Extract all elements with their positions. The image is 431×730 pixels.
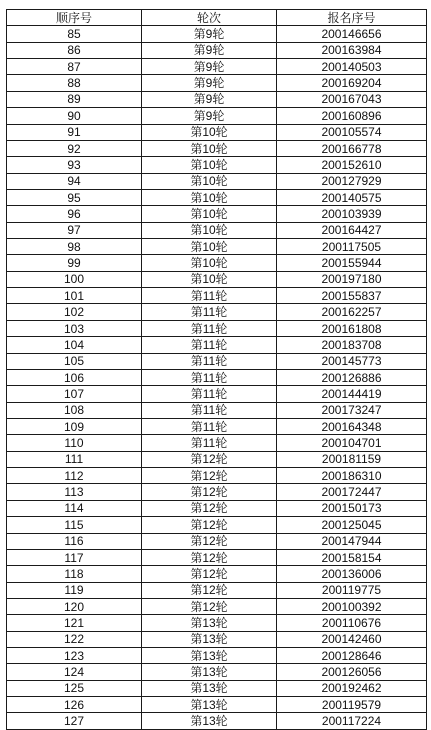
table-row	[7, 566, 427, 582]
registration-number-cell: 200152610	[277, 157, 427, 173]
table-row	[7, 222, 427, 238]
round-cell: 第9轮	[142, 75, 277, 91]
order-number-cell: 123	[7, 648, 142, 664]
column-header-round: 轮次	[142, 10, 277, 26]
table-row	[7, 598, 427, 614]
round-cell: 第10轮	[142, 239, 277, 255]
order-number-cell: 112	[7, 468, 142, 484]
registration-number-cell: 200173247	[277, 402, 427, 418]
table-row	[7, 664, 427, 680]
order-number-cell: 114	[7, 500, 142, 516]
round-cell: 第10轮	[142, 157, 277, 173]
column-header-order-number: 顺序号	[7, 10, 142, 26]
table-row	[7, 648, 427, 664]
table-row	[7, 157, 427, 173]
order-number-cell: 118	[7, 566, 142, 582]
registration-number-cell: 200167043	[277, 91, 427, 107]
registration-number-cell: 200105574	[277, 124, 427, 140]
table-row	[7, 435, 427, 451]
table-row	[7, 582, 427, 598]
order-number-cell: 127	[7, 713, 142, 729]
order-number-cell: 106	[7, 369, 142, 385]
order-number-cell: 120	[7, 598, 142, 614]
order-number-cell: 109	[7, 418, 142, 434]
registration-number-cell: 200197180	[277, 271, 427, 287]
order-number-cell: 105	[7, 353, 142, 369]
order-number-cell: 107	[7, 386, 142, 402]
registration-number-cell: 200126886	[277, 369, 427, 385]
registration-number-cell: 200164348	[277, 418, 427, 434]
round-cell: 第10轮	[142, 255, 277, 271]
registration-number-cell: 200103939	[277, 206, 427, 222]
round-cell: 第12轮	[142, 566, 277, 582]
round-cell: 第13轮	[142, 631, 277, 647]
round-cell: 第12轮	[142, 500, 277, 516]
registration-number-cell: 200164427	[277, 222, 427, 238]
order-number-cell: 93	[7, 157, 142, 173]
registration-number-cell: 200110676	[277, 615, 427, 631]
column-header-registration-number: 报名序号	[277, 10, 427, 26]
order-number-cell: 115	[7, 517, 142, 533]
round-cell: 第11轮	[142, 386, 277, 402]
round-cell: 第12轮	[142, 484, 277, 500]
table-row	[7, 631, 427, 647]
round-cell: 第10轮	[142, 173, 277, 189]
registration-number-cell: 200142460	[277, 631, 427, 647]
round-cell: 第9轮	[142, 26, 277, 42]
table-row	[7, 549, 427, 565]
order-number-cell: 91	[7, 124, 142, 140]
order-number-cell: 110	[7, 435, 142, 451]
registration-number-cell: 200155837	[277, 288, 427, 304]
registration-number-cell: 200169204	[277, 75, 427, 91]
registration-number-cell: 200125045	[277, 517, 427, 533]
registration-number-cell: 200136006	[277, 566, 427, 582]
table-row	[7, 468, 427, 484]
round-cell: 第11轮	[142, 369, 277, 385]
table-row	[7, 484, 427, 500]
table-row	[7, 239, 427, 255]
registration-number-cell: 200192462	[277, 680, 427, 696]
registration-number-cell: 200100392	[277, 598, 427, 614]
table-row	[7, 615, 427, 631]
order-number-cell: 102	[7, 304, 142, 320]
round-cell: 第10轮	[142, 124, 277, 140]
table-row	[7, 451, 427, 467]
round-cell: 第11轮	[142, 288, 277, 304]
table-row	[7, 91, 427, 107]
registration-number-cell: 200181159	[277, 451, 427, 467]
order-number-cell: 95	[7, 189, 142, 205]
registration-number-cell: 200186310	[277, 468, 427, 484]
table-row	[7, 206, 427, 222]
round-cell: 第11轮	[142, 402, 277, 418]
table-row	[7, 320, 427, 336]
order-number-cell: 89	[7, 91, 142, 107]
registration-number-cell: 200155944	[277, 255, 427, 271]
registration-number-cell: 200147944	[277, 533, 427, 549]
order-number-cell: 125	[7, 680, 142, 696]
registration-number-cell: 200166778	[277, 140, 427, 156]
round-cell: 第10轮	[142, 222, 277, 238]
round-cell: 第12轮	[142, 533, 277, 549]
round-cell: 第12轮	[142, 468, 277, 484]
registration-number-cell: 200128646	[277, 648, 427, 664]
registration-number-cell: 200172447	[277, 484, 427, 500]
table-row	[7, 75, 427, 91]
order-number-cell: 113	[7, 484, 142, 500]
order-number-cell: 122	[7, 631, 142, 647]
table-row	[7, 369, 427, 385]
registration-number-cell: 200158154	[277, 549, 427, 565]
round-cell: 第11轮	[142, 418, 277, 434]
round-cell: 第11轮	[142, 435, 277, 451]
order-number-cell: 126	[7, 697, 142, 713]
order-number-cell: 87	[7, 59, 142, 75]
registration-number-cell: 200163984	[277, 42, 427, 58]
order-number-cell: 98	[7, 239, 142, 255]
round-cell: 第12轮	[142, 451, 277, 467]
order-number-cell: 92	[7, 140, 142, 156]
round-cell: 第13轮	[142, 697, 277, 713]
table-row	[7, 288, 427, 304]
order-number-cell: 86	[7, 42, 142, 58]
registration-number-cell: 200119579	[277, 697, 427, 713]
round-cell: 第9轮	[142, 91, 277, 107]
order-number-cell: 100	[7, 271, 142, 287]
round-cell: 第13轮	[142, 648, 277, 664]
table-row	[7, 337, 427, 353]
registration-number-cell: 200183708	[277, 337, 427, 353]
order-number-cell: 99	[7, 255, 142, 271]
table-row	[7, 124, 427, 140]
table-row	[7, 418, 427, 434]
header-row	[7, 10, 427, 26]
order-number-cell: 103	[7, 320, 142, 336]
order-number-cell: 104	[7, 337, 142, 353]
order-number-cell: 117	[7, 549, 142, 565]
table-row	[7, 533, 427, 549]
round-cell: 第10轮	[142, 271, 277, 287]
round-cell: 第13轮	[142, 615, 277, 631]
table-row	[7, 108, 427, 124]
registration-number-cell: 200119775	[277, 582, 427, 598]
order-number-cell: 97	[7, 222, 142, 238]
round-cell: 第11轮	[142, 320, 277, 336]
round-cell: 第11轮	[142, 304, 277, 320]
round-cell: 第11轮	[142, 337, 277, 353]
registration-number-cell: 200144419	[277, 386, 427, 402]
order-number-cell: 108	[7, 402, 142, 418]
round-cell: 第13轮	[142, 713, 277, 729]
table-row	[7, 173, 427, 189]
order-number-cell: 96	[7, 206, 142, 222]
round-cell: 第10轮	[142, 140, 277, 156]
table-row	[7, 26, 427, 42]
round-cell: 第9轮	[142, 59, 277, 75]
table-row	[7, 386, 427, 402]
round-cell: 第12轮	[142, 517, 277, 533]
registration-number-cell: 200146656	[277, 26, 427, 42]
order-number-cell: 111	[7, 451, 142, 467]
order-number-cell: 101	[7, 288, 142, 304]
registration-number-cell: 200145773	[277, 353, 427, 369]
order-number-cell: 124	[7, 664, 142, 680]
round-cell: 第12轮	[142, 549, 277, 565]
registration-number-cell: 200160896	[277, 108, 427, 124]
table-row	[7, 500, 427, 516]
registration-number-cell: 200126056	[277, 664, 427, 680]
table-header	[7, 10, 427, 26]
table-row	[7, 353, 427, 369]
order-number-cell: 88	[7, 75, 142, 91]
round-cell: 第10轮	[142, 189, 277, 205]
order-number-cell: 121	[7, 615, 142, 631]
table-row	[7, 271, 427, 287]
registration-number-cell: 200140503	[277, 59, 427, 75]
registration-number-cell: 200127929	[277, 173, 427, 189]
round-cell: 第11轮	[142, 353, 277, 369]
lottery-order-table	[6, 9, 427, 730]
registration-number-cell: 200150173	[277, 500, 427, 516]
table-row	[7, 255, 427, 271]
table-row	[7, 304, 427, 320]
registration-number-cell: 200117224	[277, 713, 427, 729]
round-cell: 第9轮	[142, 108, 277, 124]
round-cell: 第13轮	[142, 664, 277, 680]
table-row	[7, 402, 427, 418]
order-number-cell: 85	[7, 26, 142, 42]
table-row	[7, 680, 427, 696]
table-row	[7, 517, 427, 533]
registration-number-cell: 200140575	[277, 189, 427, 205]
order-number-cell: 90	[7, 108, 142, 124]
registration-number-cell: 200117505	[277, 239, 427, 255]
table-row	[7, 140, 427, 156]
round-cell: 第9轮	[142, 42, 277, 58]
registration-number-cell: 200162257	[277, 304, 427, 320]
table-body	[7, 26, 427, 729]
round-cell: 第10轮	[142, 206, 277, 222]
table-row	[7, 42, 427, 58]
table-row	[7, 59, 427, 75]
table-row	[7, 697, 427, 713]
registration-number-cell: 200161808	[277, 320, 427, 336]
order-number-cell: 116	[7, 533, 142, 549]
round-cell: 第12轮	[142, 598, 277, 614]
order-number-cell: 119	[7, 582, 142, 598]
round-cell: 第12轮	[142, 582, 277, 598]
order-number-cell: 94	[7, 173, 142, 189]
registration-number-cell: 200104701	[277, 435, 427, 451]
round-cell: 第13轮	[142, 680, 277, 696]
table-row	[7, 189, 427, 205]
